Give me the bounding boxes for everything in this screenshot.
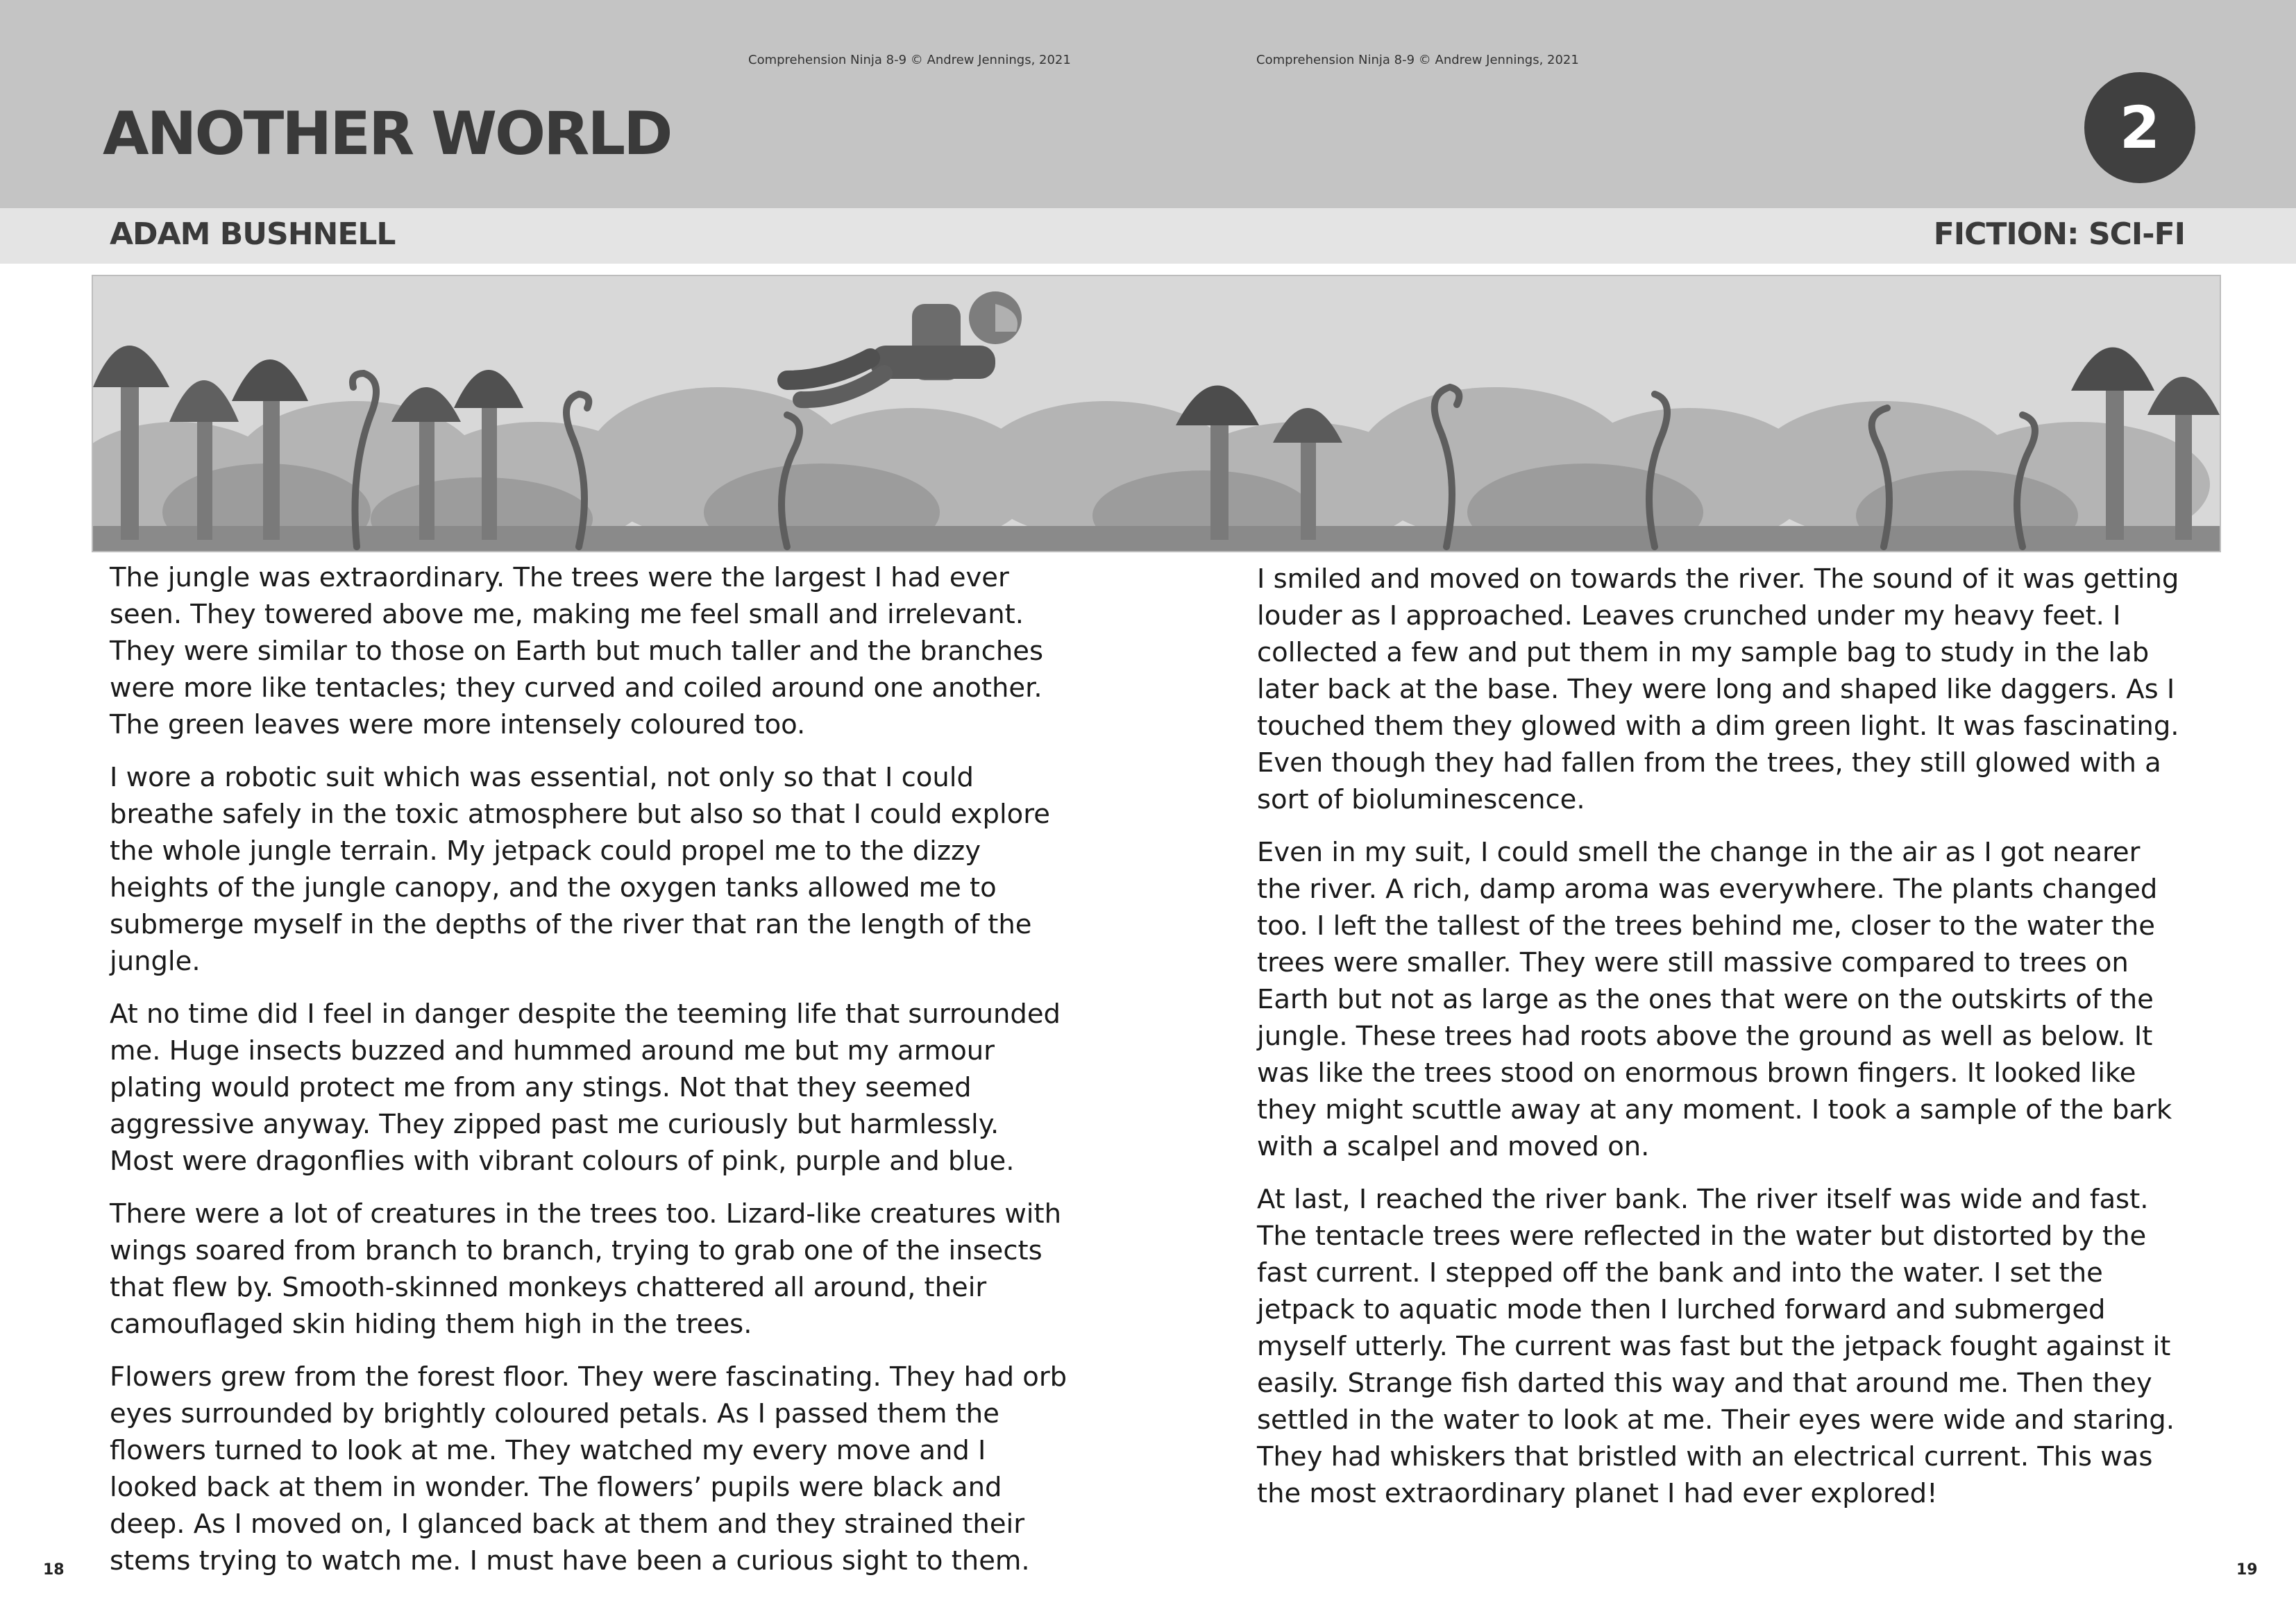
left-text-column: [110, 559, 1067, 1595]
copyright-right: Comprehension Ninja 8-9 © Andrew Jennings, 2021: [1256, 53, 1579, 67]
copyright-left: Comprehension Ninja 8-9 © Andrew Jennings, 2021: [748, 53, 1071, 67]
jungle-banner-illustration: [92, 275, 2221, 552]
paragraph: The jungle was extraordinary. The trees were the largest I had ever seen. They towered above me, making me feel small and irrelevant. They were similar to those on Earth but much taller and the branches were more like tentacles; they curved and coiled around one another. The green leaves were more intensely coloured too.: [110, 562, 1043, 740]
paragraph: At no time did I feel in danger despite the teeming life that surrounded me. Huge insects buzzed and hummed around me but my armour plating would protect me from any stings. Not that they seemed aggressive anyway. They zipped past me curiously but harmlessly. Most were dragonflies with vibrant colours of pink, purple and blue.: [110, 999, 1061, 1177]
paragraph: Flowers grew from the forest floor. They were fascinating. They had orb eyes surrounded by brightly coloured petals. As I passed them the flowers turned to look at me. They watched my every move and I looked back at them in wonder. The flowers’ pupils were black and deep. As I moved on, I glanced back at them and they strained their stems trying to watch me. I must have been a curious sight to them.: [110, 1361, 1067, 1577]
page-number-right: 19: [2236, 1561, 2258, 1579]
paragraph: Even in my suit, I could smell the change in the air as I got nearer the river. A rich, damp aroma was everywhere. The plants changed too. I left the tallest of the trees behind me, closer to the water the trees were smaller. They were still massive compared to trees on Earth but not as large as the ones that were on the outskirts of the jungle. These trees had roots above the ground as well as below. It was like the trees stood on enormous brown fingers. It looked like they might scuttle away at any moment. I took a sample of the bark with a scalpel and moved on.: [1257, 837, 2172, 1162]
paragraph: I smiled and moved on towards the river. The sound of it was getting louder as I approached. Leaves crunched under my heavy feet. I collected a few and put them in my sample bag to study in the lab later back at the base. They were long and shaped like daggers. As I touched them they glowed with a dim green light. It was fascinating. Even though they had fallen from the trees, they still glowed with a sort of bioluminescence.: [1257, 563, 2179, 815]
paragraph: At last, I reached the river bank. The river itself was wide and fast. The tentacle trees were reflected in the water but distorted by the fast current. I stepped off the bank and into the water. I set the jetpack to aquatic mode then I lurched forward and submerged myself utterly. The current was fast but the jetpack fought against it easily. Strange fish darted this way and that around me. Then they settled in the water to look at me. Their eyes were wide and staring. They had whiskers that bristled with an electrical current. This was the most extraordinary planet I had ever explored!: [1257, 1184, 2175, 1509]
genre-label: FICTION: SCI-FI: [1933, 216, 2185, 252]
author-name: ADAM BUSHNELL: [110, 216, 396, 252]
right-text-column: [1257, 561, 2187, 1528]
page-number-left: 18: [43, 1561, 65, 1579]
paragraph: I wore a robotic suit which was essential, not only so that I could breathe safely in the toxic atmosphere but also so that I could explore the whole jungle terrain. My jetpack could propel me to the dizzy heights of the jungle canopy, and the oxygen tanks allowed me to submerge myself in the depths of the river that ran the length of the jungle.: [110, 762, 1050, 977]
paragraph: There were a lot of creatures in the trees too. Lizard-like creatures with wings soared from branch to branch, trying to grab one of the insects that flew by. Smooth-skinned monkeys chattered all around, their camouflaged skin hiding them high in the trees.: [110, 1198, 1061, 1340]
page-title: ANOTHER WORLD: [103, 99, 671, 169]
chapter-number-badge: 2: [2084, 72, 2195, 183]
